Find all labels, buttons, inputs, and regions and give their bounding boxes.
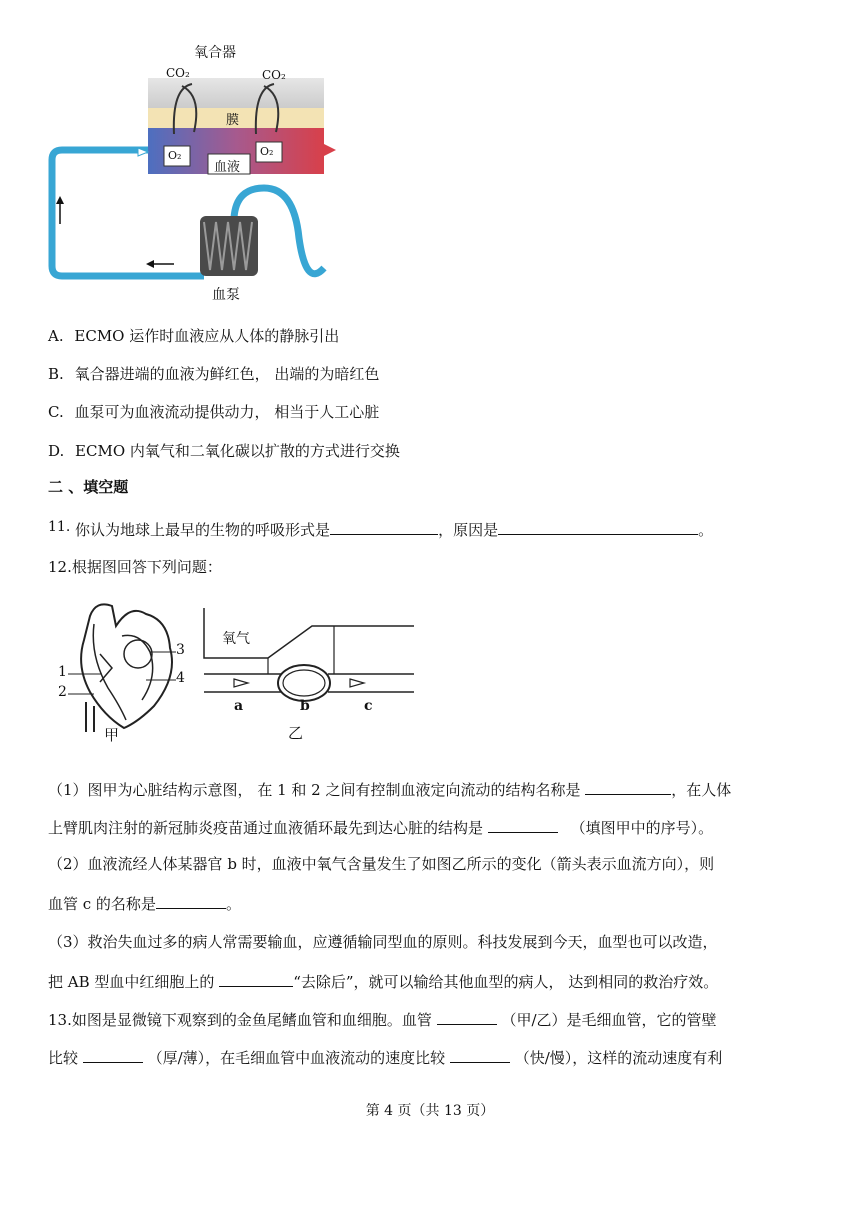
q11-number: 11. — [48, 519, 71, 535]
q12-part3-line2 — [48, 970, 718, 992]
q13-line2 — [48, 1046, 722, 1068]
heart-label-1: 1 — [58, 664, 67, 680]
ecmo-diagram — [44, 38, 344, 310]
membrane-label: 膜 — [226, 113, 240, 128]
q12-part2-line1: （2）血液流经人体某器官 b 时，血液中氧气含量发生了如图乙所示的变化（箭头表示血流方向），则 — [48, 855, 715, 873]
blood-label: 血液 — [214, 160, 241, 175]
q12-p3-text-a: 把 AB 型血中红细胞上的 — [48, 973, 215, 991]
pump-label: 血泵 — [212, 287, 240, 303]
q12-p2-blank[interactable] — [156, 892, 226, 909]
option-a-text: ECMO 运作时血液应从人体的静脉引出 — [74, 327, 340, 345]
vessel-label-a: a — [234, 698, 244, 714]
vessel-diagram — [200, 600, 418, 746]
q12-p1-text-d: （填图甲中的序号）。 — [570, 819, 714, 837]
q11-text-a: 你认为地球上最早的生物的呼吸形式是 — [75, 521, 331, 539]
q11-text-c: 。 — [698, 521, 714, 539]
option-d-text: ECMO 内氧气和二氧化碳以扩散的方式进行交换 — [75, 442, 400, 460]
q12-p3-text-b: “去除后”，就可以输给其他血型的病人， 达到相同的救治疗效。 — [293, 973, 719, 991]
option-b-label: B. — [48, 365, 64, 383]
q13-text-d: （厚/薄），在毛细血管中血液流动的速度比较 — [147, 1049, 446, 1067]
option-c — [48, 402, 379, 422]
question-11 — [48, 517, 713, 540]
heart-diagram-svg — [50, 596, 190, 746]
q12-p1-text-c: 上臂肌肉注射的新冠肺炎疫苗通过血液循环最先到达心脏的结构是 — [48, 819, 484, 837]
oxygenator-label: 氧合器 — [194, 45, 236, 61]
q13-text-b: （甲/乙）是毛细血管，它的管壁 — [501, 1011, 717, 1029]
ecmo-diagram-svg — [44, 38, 344, 310]
q12-p1-text-a: （1）图甲为心脏结构示意图， 在 1 和 2 之间有控制血液定向流动的结构名称是 — [48, 781, 581, 799]
q12-p2-text-b: 。 — [225, 895, 241, 913]
option-c-text: 血泵可为血液流动提供动力， 相当于人工心脏 — [74, 403, 380, 421]
q13-text-c: 比较 — [48, 1049, 79, 1067]
vessel-label-b: b — [300, 698, 310, 714]
q13-blank-1[interactable] — [437, 1008, 497, 1025]
q12-part3-line1: （3）救治失血过多的病人常需要输血，应遵循输同型血的原则。科技发展到今天，血型也可以改造， — [48, 933, 718, 951]
vessel-caption: 乙 — [288, 724, 304, 742]
q12-p1-blank-2[interactable] — [488, 816, 558, 833]
q11-blank-1[interactable] — [330, 518, 438, 535]
q12-part1-line2 — [48, 816, 713, 838]
q12-p3-blank[interactable] — [219, 970, 293, 987]
q13-text-a: 如图是显微镜下观察到的金鱼尾鳍血管和血细胞。血管 — [71, 1011, 432, 1029]
q11-text-b: ，原因是 — [438, 521, 499, 539]
co2-right-label: CO₂ — [262, 68, 286, 82]
option-d — [48, 441, 400, 461]
q12-p1-text-b: ，在人体 — [671, 781, 732, 799]
option-c-label: C. — [48, 403, 64, 421]
section-title: 二 、填空题 — [48, 478, 129, 496]
heart-label-2: 2 — [58, 684, 67, 700]
o2-left-label: O₂ — [168, 149, 182, 162]
q13-text-e: （快/慢），这样的流动速度有利 — [514, 1049, 723, 1067]
q12-p1-blank-1[interactable] — [585, 778, 671, 795]
q11-blank-2[interactable] — [498, 518, 698, 535]
o2-right-label: O₂ — [260, 145, 274, 158]
vessel-label-c: c — [364, 698, 373, 714]
heart-label-3: 3 — [176, 642, 185, 658]
page-footer: 第 4 页（共 13 页） — [365, 1103, 495, 1119]
q12-number: 12. — [48, 558, 72, 576]
option-a — [48, 326, 339, 346]
option-d-label: D. — [48, 442, 65, 460]
q12-text: 根据图回答下列问题： — [71, 558, 222, 576]
vessel-oxygen-label: 氧气 — [222, 631, 250, 647]
q12-part1-line1 — [48, 778, 731, 800]
option-a-label: A. — [48, 327, 64, 345]
heart-caption: 甲 — [104, 726, 120, 744]
heart-label-4: 4 — [176, 670, 185, 686]
option-b-text: 氧合器进端的血液为鲜红色， 出端的为暗红色 — [74, 365, 380, 383]
question-12 — [48, 557, 222, 577]
q13-number: 13. — [48, 1011, 72, 1029]
vessel-diagram-svg — [200, 600, 418, 746]
q13-blank-3[interactable] — [450, 1046, 510, 1063]
co2-left-label: CO₂ — [166, 66, 190, 80]
q12-part2-line2 — [48, 892, 241, 914]
heart-diagram — [50, 596, 190, 746]
q13-blank-2[interactable] — [83, 1046, 143, 1063]
q13-line1 — [48, 1008, 717, 1030]
option-b — [48, 364, 379, 384]
q12-p2-text-a: 血管 c 的名称是 — [48, 895, 156, 913]
